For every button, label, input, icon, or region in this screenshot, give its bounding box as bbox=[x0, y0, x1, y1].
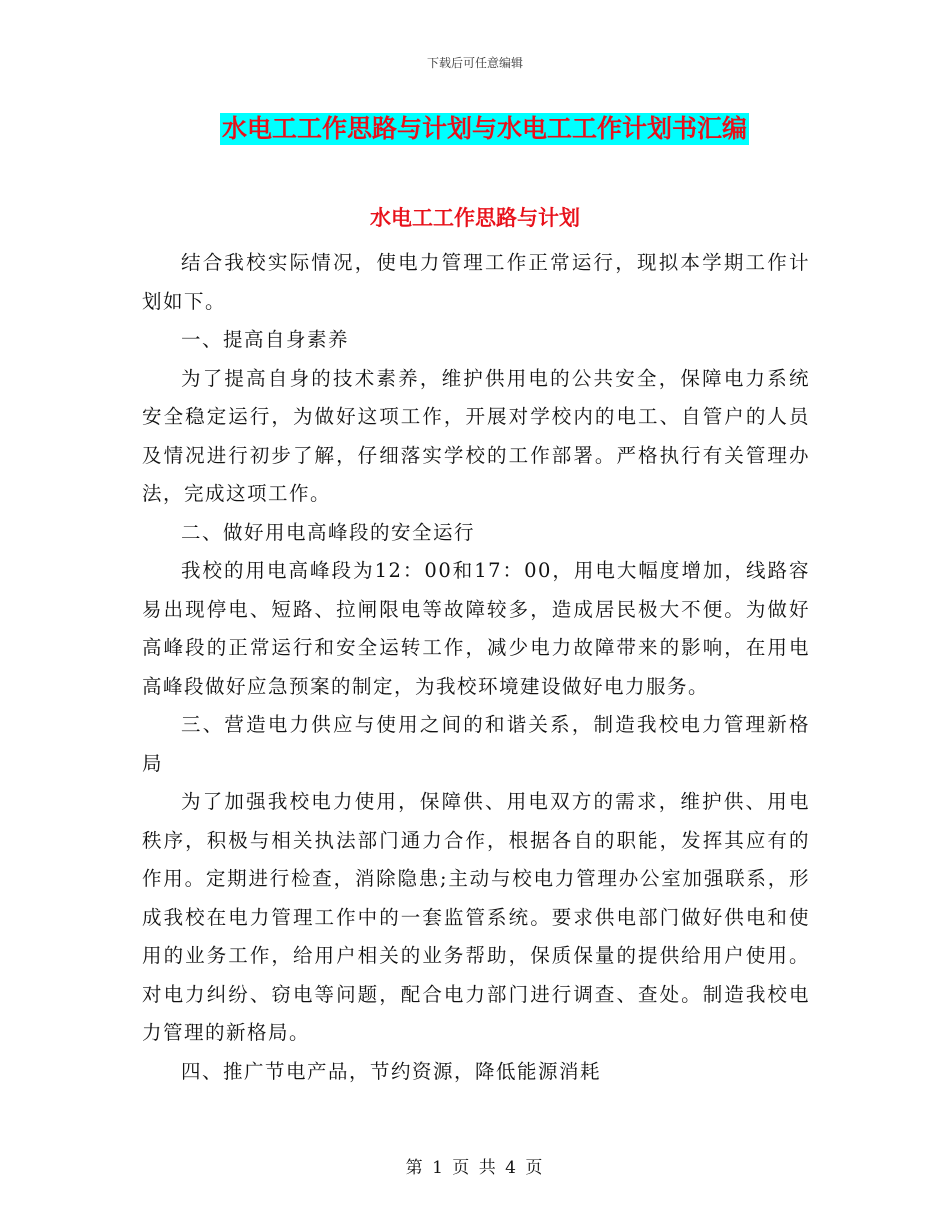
paragraph-1: 为了提高自身的技术素养，维护供用电的公共安全，保障电力系统安全稳定运行，为做好这项工作，开展对学校内的电工、自管户的人员及情况进行初步了解，仔细落实学校的工作部署。严格执行有关管理办法，完成这项工作。 bbox=[142, 366, 810, 505]
heading-2: 二、做好用电高峰段的安全运行 bbox=[181, 520, 476, 544]
document-title: 水电工工作思路与计划与水电工工作计划书汇编 bbox=[222, 114, 748, 143]
intro-paragraph: 结合我校实际情况，使电力管理工作正常运行，现拟本学期工作计划如下。 bbox=[142, 251, 810, 313]
section-title: 水电工工作思路与计划 bbox=[370, 206, 580, 230]
paragraph-2: 我校的用电高峰段为12：00和17：00，用电大幅度增加，线路容易出现停电、短路、拉闸限电等故障较多，造成居民极大不便。为做好高峰段的正常运行和安全运转工作，减少电力故障带来的影响，在用电高峰段做好应急预案的制定，为我校环境建设做好电力服务。 bbox=[142, 559, 810, 698]
heading-1: 一、提高自身素养 bbox=[181, 328, 350, 351]
heading-4: 四、推广节电产品，节约资源，降低能源消耗 bbox=[181, 1059, 602, 1083]
page-number-footer: 第 1 页 共 4 页 bbox=[405, 1158, 545, 1178]
heading-3: 三、营造电力供应与使用之间的和谐关系，制造我校电力管理新格局 bbox=[142, 713, 810, 775]
paragraph-3: 为了加强我校电力使用，保障供、用电双方的需求，维护供、用电秩序，积极与相关执法部门通力合作，根据各自的职能，发挥其应有的作用。定期进行检查，消除隐患;主动与校电力管理办公室加强联系，形成我校在电力管理工作中的一套监管系统。要求供电部门做好供电和使用的业务工作，给用户相关的业务帮助，保质保量的提供给用户使用。对电力纠纷、窃电等问题，配合电力部门进行调查、查处。制造我校电力管理的新格局。 bbox=[142, 790, 810, 1044]
document-body bbox=[142, 244, 810, 1091]
header-note: 下载后可任意编辑 bbox=[426, 56, 523, 70]
